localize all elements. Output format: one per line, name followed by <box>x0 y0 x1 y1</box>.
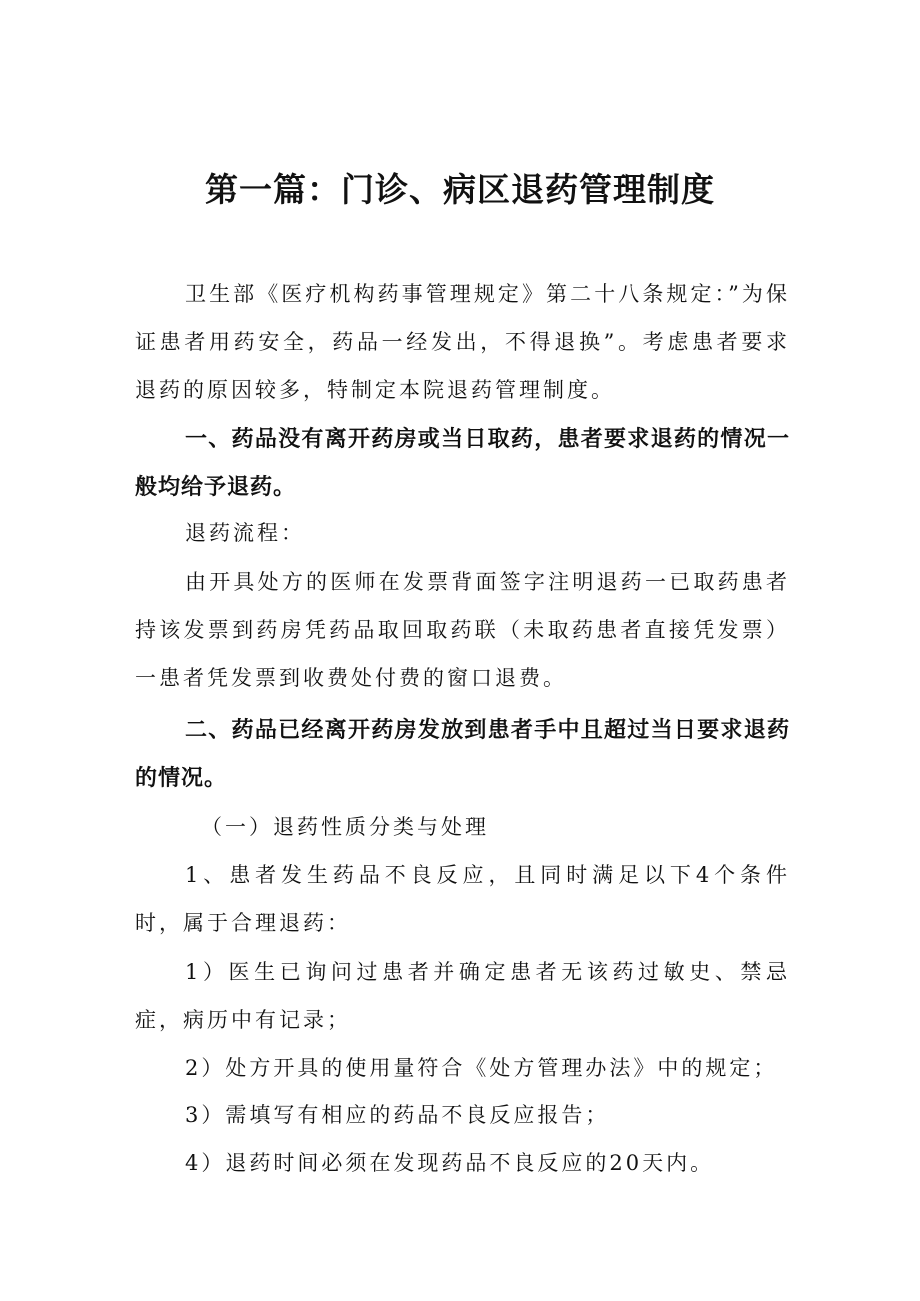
flow-paragraph: 由开具处方的医师在发票背面签字注明退药一已取药患者持该发票到药房凭药品取回取药联（未取药患者直接凭发票）一患者凭发票到收费处付费的窗口退费。 <box>135 570 790 690</box>
flow-label: 退药流程： <box>185 521 305 545</box>
condition-4: 4）退药时间必须在发现药品不良反应的20天内。 <box>185 1151 715 1175</box>
condition-2: 2）处方开具的使用量符合《处方管理办法》中的规定； <box>185 1056 778 1080</box>
condition-3: 3）需填写有相应的药品不良反应报告； <box>185 1103 610 1127</box>
subsection-1-heading: （一）退药性质分类与处理 <box>201 815 489 839</box>
section-2-heading: 二、药品已经离开药房发放到患者手中且超过当日要求退药的情况。 <box>135 718 790 791</box>
item-1-paragraph: 1、患者发生药品不良反应，且同时满足以下4个条件时，属于合理退药： <box>135 863 790 935</box>
section-1-heading: 一、药品没有离开药房或当日取药，患者要求退药的情况一般均给予退药。 <box>135 427 790 500</box>
condition-1: 1）医生已询问过患者并确定患者无该药过敏史、禁忌症，病历中有记录； <box>135 960 790 1032</box>
intro-paragraph: 卫生部《医疗机构药事管理规定》第二十八条规定：”为保证患者用药安全，药品一经发出，不得退换”。考虑患者要求退药的原因较多，特制定本院退药管理制度。 <box>135 282 790 402</box>
document-title: 第一篇：门诊、病区退药管理制度 <box>205 170 715 209</box>
